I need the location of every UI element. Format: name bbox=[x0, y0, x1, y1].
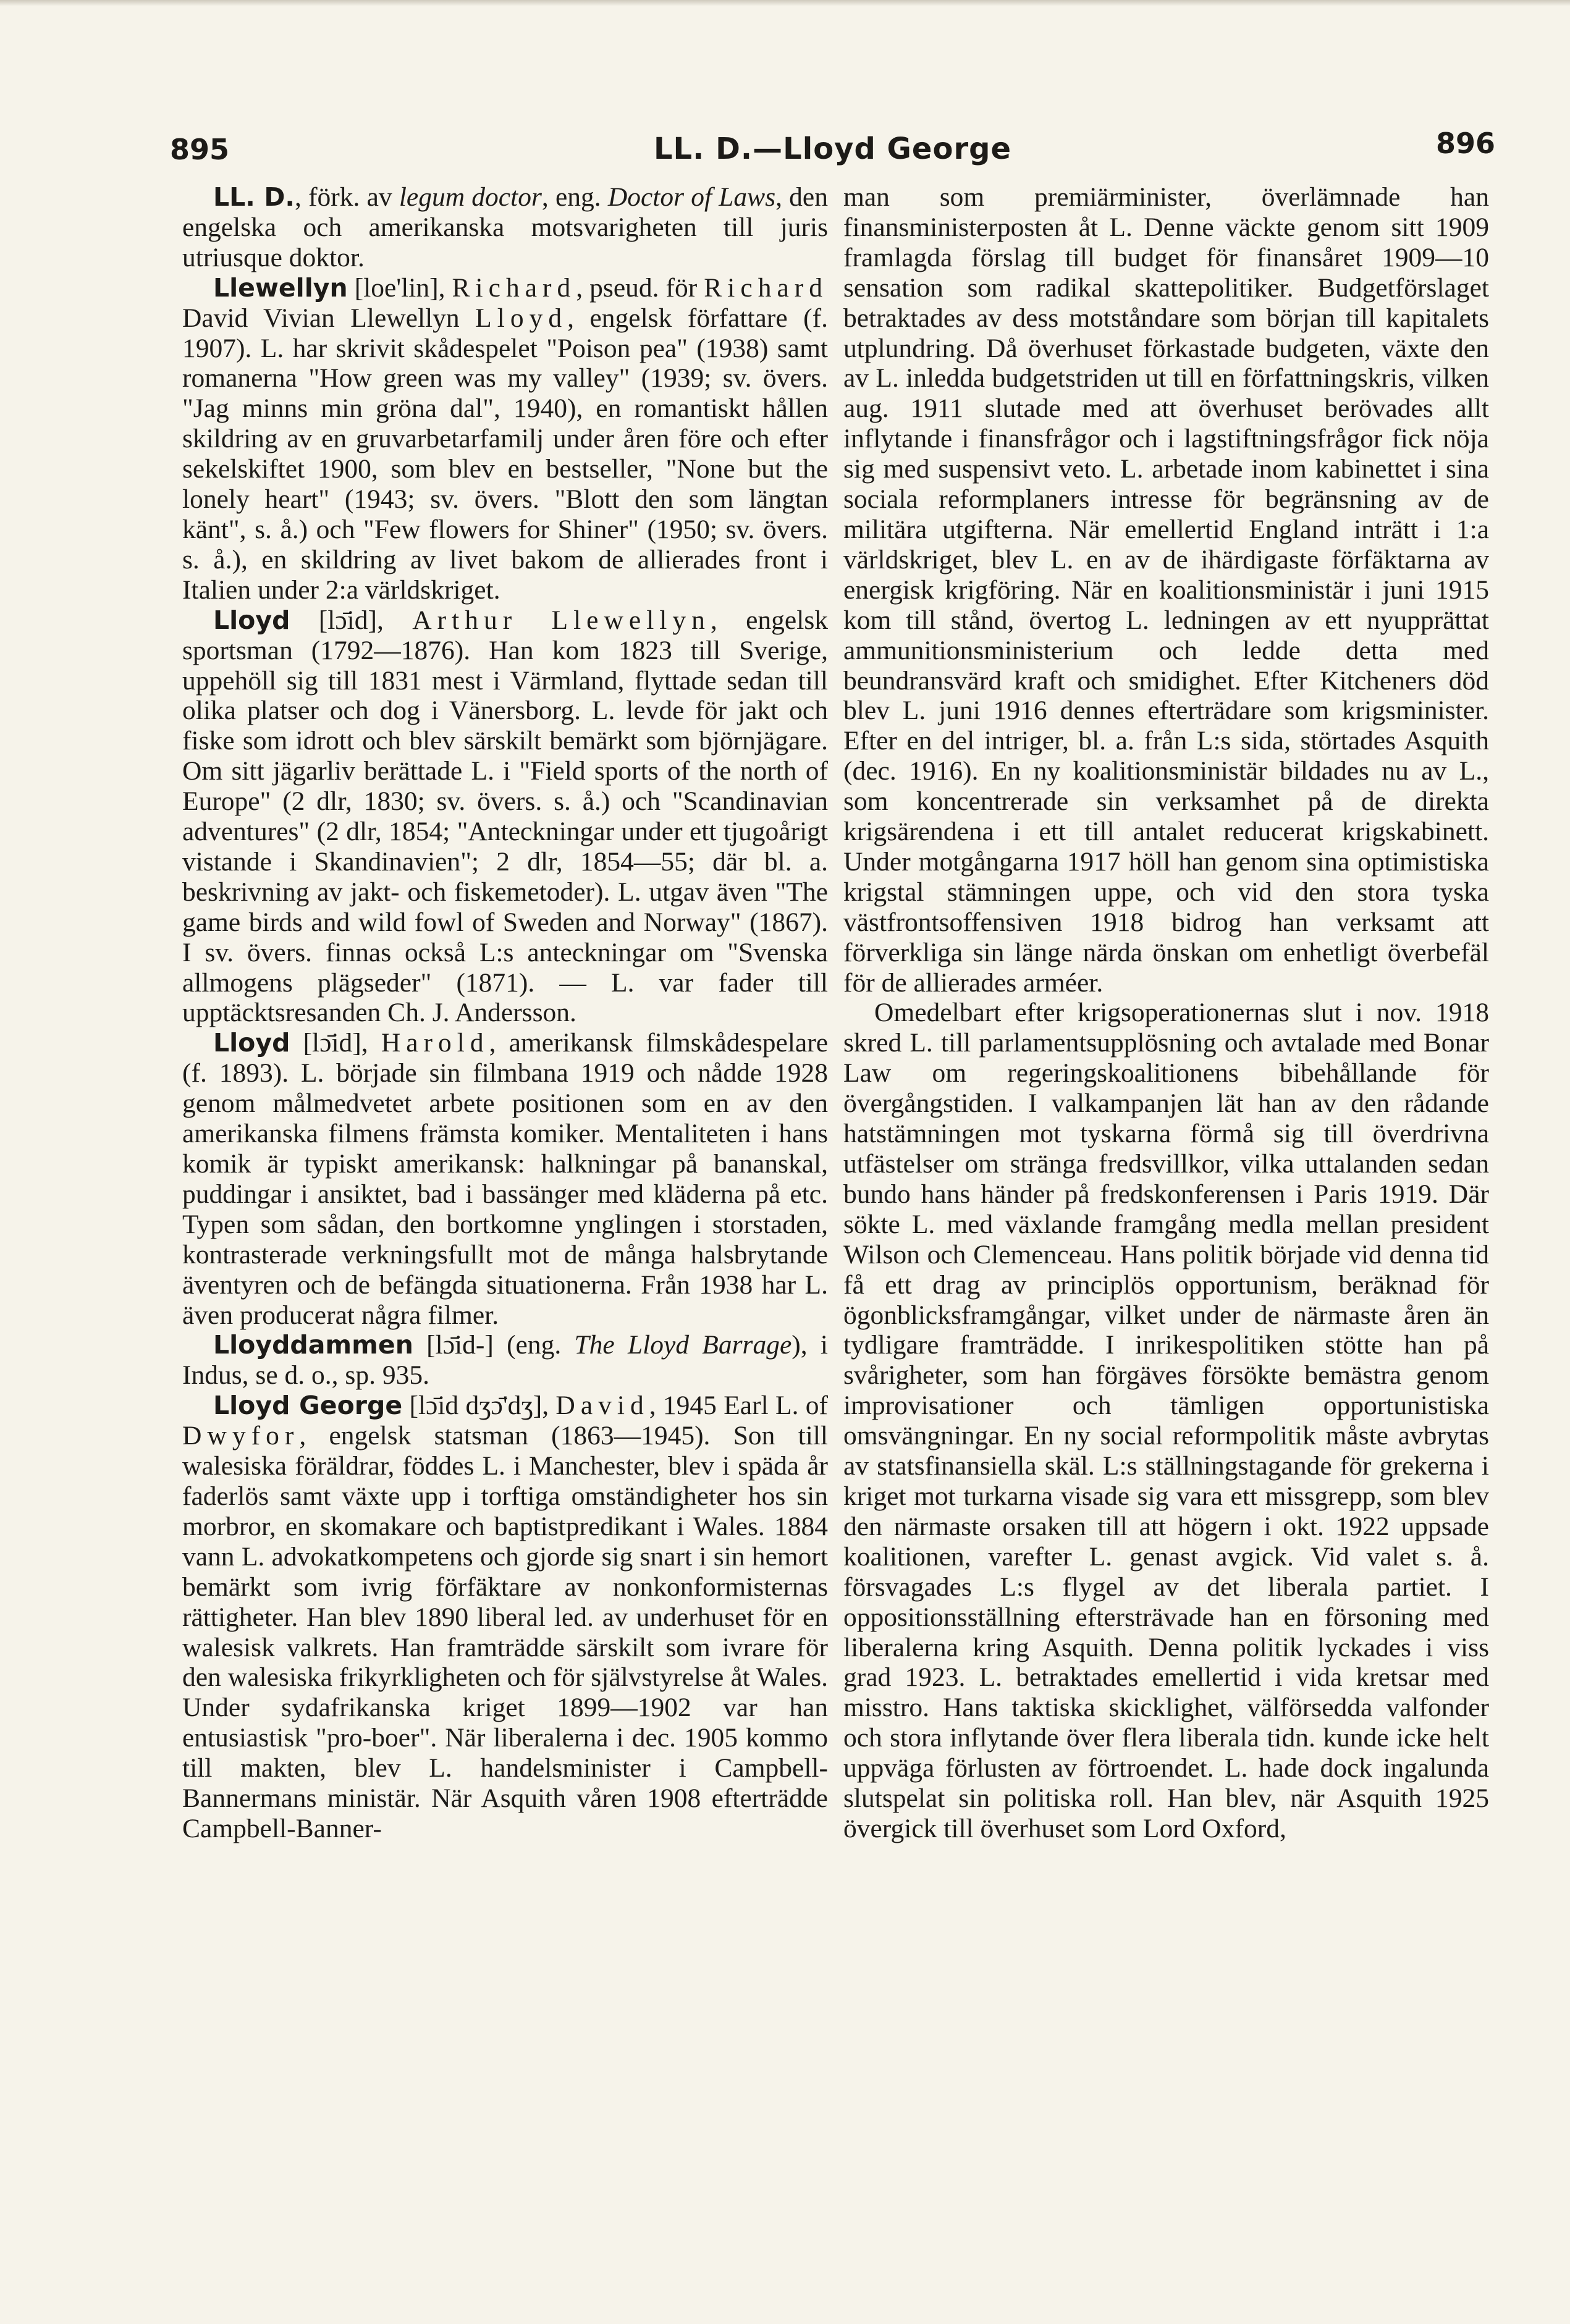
entry-italic: The Lloyd Barrage bbox=[574, 1330, 792, 1360]
spaced-name: David bbox=[555, 1391, 649, 1421]
spaced-name: Richard bbox=[704, 272, 828, 303]
entry-italic: legum doctor bbox=[399, 182, 542, 212]
entry-text: , 1945 Earl L. of bbox=[649, 1391, 828, 1421]
entry-text: , eng. bbox=[541, 182, 608, 212]
headword: Lloyd George bbox=[213, 1391, 403, 1421]
entry-text: , engelsk författare (f. 1907). L. har skrivit skådespelet "Poison pea" (1938) samt romanerna "How green was my valley" (1939; sv. övers. "Jag minns min gröna dal", 1940), en romantiskt hållen skildring av en gruvarbetarfamilj under åren före och efter sekelskiftet 1900, som blev en bestseller, "None but the lonely heart" (1943; sv. övers. "Blott den som längtan känt", s. å.) och "Few flowers for Shiner" (1950; sv. övers. s. å.), en skildring av livet bakom de allierades front i Italien under 2:a världskriget. bbox=[182, 303, 828, 605]
entry-lloyd-harold bbox=[182, 1028, 828, 1330]
entry-text: , amerikansk filmskådespelare (f. 1893). L. började sin filmbana 1919 och nådde 1928 genom målmedvetet arbete positionen som en av den amerikanska filmens främsta komiker. Mentaliteten i hans komik är typiskt amerikansk: halkningar på bananskal, puddingar i ansiktet, bad i bassänger med kläderna på etc. Typen som sådan, den bortkomne ynglingen i storstaden, kontrasterade verkningsfullt mot de många halsbrytande äventyren och de befängda situationerna. Från 1938 har L. även producerat några filmer. bbox=[182, 1028, 829, 1330]
entry-text: [lɔ̄id], bbox=[290, 1028, 381, 1058]
entry-text: , engelsk sportsman (1792—1876). Han kom 1823 till Sverige, uppehöll sig till 1831 mest i Värmland, flyttade sedan till olika platser och dog i Vänersborg. L. levde för jakt och fiske som idrott och blev särskilt bemärkt som björnjägare. Om sitt jägarliv berättade L. i "Field sports of the north of Europe" (2 dlr, 1830; sv. övers. s. å.) och "Scandinavian adventures" (2 dlr, 1854; "Anteckningar under ett tjugoårigt vistande i Skandinavien"; 2 dlr, 1854—55; där bl. a. beskrivning av jakt- och fiskemetoder). L. utgav även "The game birds and wild fowl of Sweden and Norway" (1867). I sv. övers. finnas också L:s anteckningar om "Svenska allmogens plägseder" (1871). — L. var fader till upptäcktsresanden Ch. J. Andersson. bbox=[182, 605, 828, 1028]
right-column bbox=[843, 182, 1489, 1844]
entry-text: ), i Indus, se d. o., sp. 935. bbox=[182, 1330, 828, 1391]
entry-text: , förk. av bbox=[295, 182, 399, 212]
spaced-name: Dwyfor bbox=[182, 1421, 300, 1451]
left-column bbox=[182, 182, 828, 1844]
entry-lld bbox=[182, 182, 828, 273]
headword: Lloyd bbox=[213, 605, 290, 635]
entry-text: , engelsk statsman (1863—1945). Son till walesiska föräldrar, föddes L. i Manchester, blev i späda år faderlös samt växte upp i torftiga omständigheter hos sin morbror, en skomakare och baptistpredikant i Wales. 1884 vann L. advokatkompetens och gjorde sig snart i sin hemort bemärkt som ivrig förfäktare av nonkonformisternas rättigheter. Han blev 1890 liberal led. av underhuset för en walesisk valkrets. Han framträdde särskilt som ivrare för den walesiska frikyrkligheten och för självstyrelse åt Wales. Under sydafrikanska kriget 1899—1902 var han entusiastisk "pro-boer". När liberalerna i dec. 1905 kommo till makten, blev L. handelsminister i Campbell-Bannermans ministär. När Asquith våren 1908 efterträdde Campbell-Banner- bbox=[182, 1421, 828, 1843]
entry-text: , den engelska och amerikanska motsvarigheten till juris utriusque doktor. bbox=[182, 182, 828, 272]
entry-text: [lɔ̄id-] (eng. bbox=[413, 1330, 575, 1360]
page-number-right: 896 bbox=[1435, 127, 1495, 160]
headword: Lloyddammen bbox=[213, 1330, 413, 1360]
headword: Llewellyn bbox=[213, 272, 348, 303]
entry-text: [lɔ̄id], bbox=[290, 605, 413, 635]
entry-continuation: man som premiärminister, överlämnade han finansministerposten åt L. Denne väckte genom sitt 1909 framlagda förslag till budget för finansåret 1909—10 sensation som radikal skattepolitiker. Budgetförslaget betraktades av dess motståndare som början till kapitalets utplundring. Då överhuset förkastade budgeten, växte den av L. inledda budgetstriden ut till en författningskris, vilken aug. 1911 slutade med att överhuset berövades allt inflytande i finansfrågor och i lagstiftningsfrågor fick nöja sig med suspensivt veto. L. arbetade inom kabinettet i sina sociala reformplaners intresse för begränsning av de militära utgifterna. När emellertid England inträtt i 1:a världskriget, blev L. en av de ihärdigaste förfäktarna av energisk krigföring. När en koalitionsministär i juni 1915 kom till stånd, övertog L. ledningen av ett nyupprättat ammunitionsministerium och ledde detta med beundransvärd kraft och smidighet. Efter Kitcheners död blev L. juni 1916 dennes efterträdare som krigsminister. Efter en del intriger, bl. a. från L:s sida, störtades Asquith (dec. 1916). En ny koalitionsministär bildades nu av L., som koncentrerade sin verksamhet på de direkta krigsärendena i ett till antalet reducerat krigskabinett. Under motgångarna 1917 höll han genom sina optimistiska krigstal stämningen uppe, och vid den stora tyska västfrontsoffensiven 1918 bidrog han verksamt att förverkliga sin länge närda önskan om enhetligt överbefäl för de allierades arméer. bbox=[843, 182, 1489, 998]
headword: Lloyd bbox=[213, 1028, 290, 1058]
spaced-name: Lloyd bbox=[475, 303, 568, 333]
entry-italic: Doctor of Laws bbox=[607, 182, 776, 212]
entry-text: [lɔ̄id dʒɔ̄'dʒ], bbox=[402, 1391, 556, 1421]
scan-edge bbox=[0, 0, 1570, 6]
entry-text: , pseud. för bbox=[576, 272, 704, 303]
page-header bbox=[170, 127, 1495, 170]
entry-lloyd-arthur bbox=[182, 605, 828, 1029]
entry-paragraph: Omedelbart efter krigsoperationernas slut i nov. 1918 skred L. till parlamentsupplösning och avtalade med Bonar Law om regeringskoalitionens bibehållande för övergångstiden. I valkampanjen lät han av den rådande hatstämningen mot tyskarna förmå sig till överdrivna utfästelser om stränga fredsvillkor, vilka uttalanden sedan bundo hans händer på fredskonferensen i Paris 1919. Där sökte L. med växlande framgång medla mellan president Wilson och Clemenceau. Hans politik började vid denna tid få ett drag av principlös opportunism, beräknad för ögonblicksframgångar, vilket under de närmaste åren än tydligare framträdde. I inrikespolitiken stötte han på svårigheter, som han förgäves försökte bemästra genom improvisationer och tämligen opportunistiska omsvängningar. En ny social reformpolitik måste avbrytas av statsfinansiella skäl. L:s ställningstagande för grekerna i kriget mot turkarna visade sig vara ett missgrepp, som blev den närmaste orsaken till att högern i okt. 1922 uppsade koalitionen, varefter L. genast avgick. Vid valet s. å. försvagades L:s flygel av det liberala partiet. I oppositionsställning eftersträvade han en försoning med liberalerna kring Asquith. Denna politik lyckades i viss grad 1923. L. betraktades emellertid i vida kretsar med misstro. Hans taktiska skicklighet, välförsedda valfonder och stora inflytande över flera liberala tidn. kunde icke helt uppväga förlusten av förtroendet. L. hade dock ingalunda slutspelat sin politiska roll. Han blev, när Asquith 1925 övergick till överhuset som Lord Oxford, bbox=[843, 998, 1489, 1843]
entry-text: David Vivian Llewellyn bbox=[182, 303, 476, 333]
page-number-left: 895 bbox=[170, 133, 230, 166]
spaced-name: Richard bbox=[452, 272, 576, 303]
entry-text: [loe'lin], bbox=[347, 272, 452, 303]
headword: LL. D. bbox=[213, 182, 295, 212]
entry-lloyd-george bbox=[182, 1391, 828, 1844]
entry-lloyddammen bbox=[182, 1330, 828, 1391]
spaced-name: Harold bbox=[381, 1028, 489, 1058]
spaced-name: Arthur Llewellyn bbox=[412, 605, 711, 635]
entry-llewellyn bbox=[182, 273, 828, 605]
running-title: LL. D.—Lloyd George bbox=[653, 132, 1012, 166]
